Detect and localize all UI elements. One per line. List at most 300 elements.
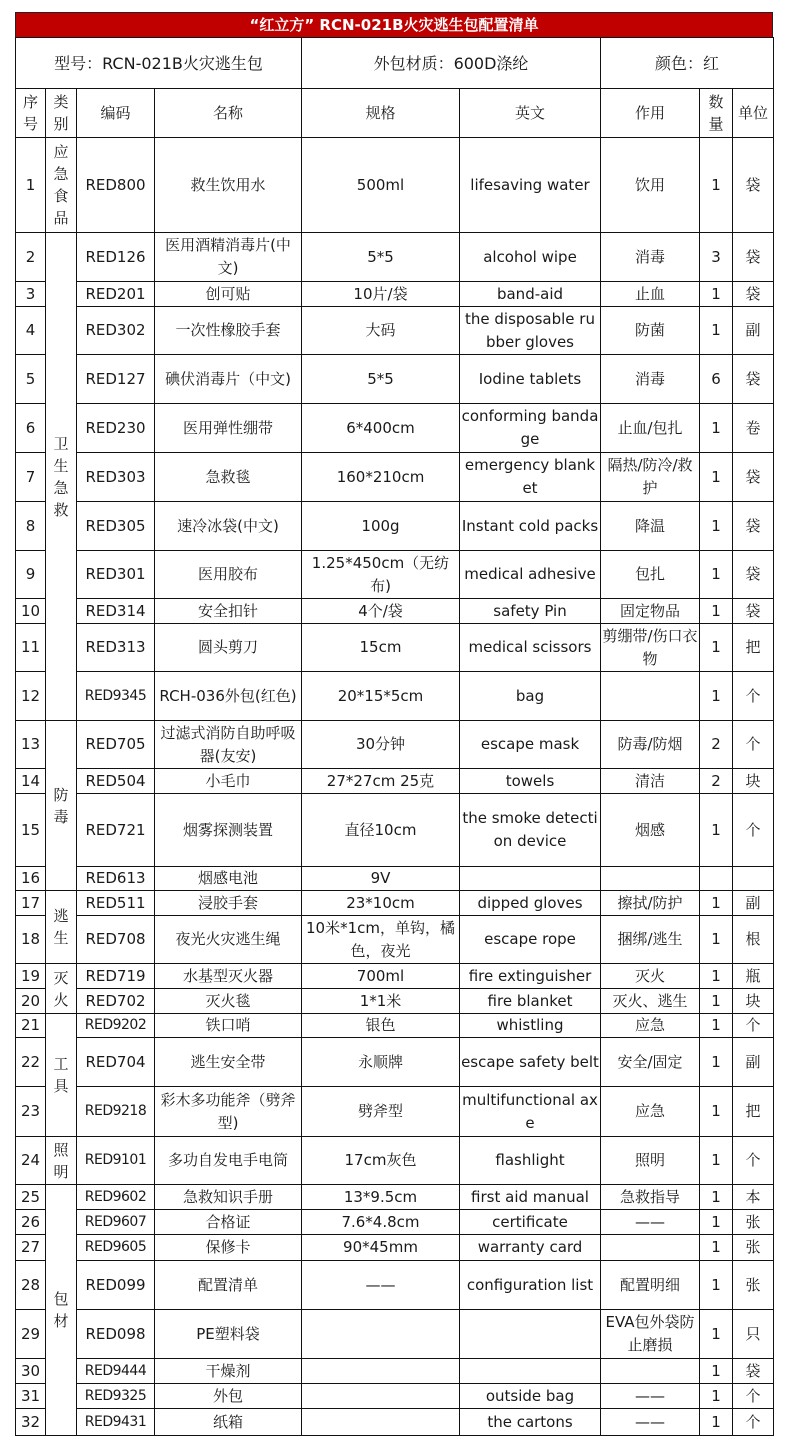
row-27-no-text: 27 (20, 1238, 41, 1256)
table-cell-spec (301, 720, 460, 769)
row-25-code-text: RED9602 (84, 1188, 147, 1205)
row-14-purpose-text: 清洁 (634, 771, 665, 790)
table-cell-code (76, 890, 155, 916)
table-cell-spec (301, 1383, 460, 1409)
row-10-unit-text: 袋 (745, 601, 761, 620)
row-26-purpose-text: —— (635, 1212, 665, 1231)
row-20-code-text: RED702 (85, 991, 146, 1010)
row-4-spec-text: 大码 (365, 321, 396, 339)
row-32-code-text: RED9431 (84, 1413, 147, 1430)
table-cell-spec (301, 866, 460, 891)
row-24-code-text: RED9101 (84, 1152, 147, 1168)
row-index (15, 915, 46, 964)
row-index (15, 354, 46, 404)
table-cell-unit (732, 866, 774, 891)
table-cell-english (459, 671, 601, 721)
table-cell-purpose (600, 281, 700, 307)
row-22-english-text: escape safety belt (461, 1052, 599, 1071)
row-19-name-text: 水基型灭火器 (182, 966, 273, 985)
row-index (15, 1383, 46, 1409)
table-cell-unit (732, 281, 774, 307)
row-26-english-text: certificate (492, 1212, 568, 1231)
row-9-qty-text: 1 (711, 565, 721, 583)
table-cell-code (76, 988, 155, 1014)
row-4-unit-text: 副 (745, 321, 761, 339)
row-24-spec-text: 17cm灰色 (344, 1151, 417, 1169)
row-15-unit-text: 个 (745, 820, 761, 839)
row-9-name-text: 医用胶布 (197, 565, 258, 583)
table-cell-qty (699, 598, 733, 624)
row-29-no-text: 29 (20, 1324, 41, 1343)
header-purpose-text: 作用 (634, 103, 665, 122)
table-cell-unit (732, 1408, 774, 1436)
table-cell-qty (699, 1209, 733, 1235)
row-5-spec-text: 5*5 (367, 369, 394, 388)
row-index (15, 1086, 46, 1137)
table-cell-name (154, 1234, 302, 1261)
row-27-unit-text: 张 (745, 1238, 761, 1256)
row-18-name-text: 夜光火灾逃生绳 (175, 930, 281, 948)
table-cell-purpose (600, 1209, 700, 1235)
row-17-purpose-text: 擦拭/防护 (617, 893, 683, 912)
row-27-name-text: 保修卡 (205, 1238, 251, 1256)
table-cell-spec (301, 1358, 460, 1384)
table-cell-name (154, 1037, 302, 1087)
table-cell-purpose (600, 1184, 700, 1210)
row-23-purpose-text: 应急 (634, 1102, 665, 1120)
table-cell-name (154, 890, 302, 916)
row-28-name-text: 配置清单 (197, 1275, 258, 1294)
table-cell-code (76, 720, 155, 769)
header-code-text: 编码 (100, 103, 131, 122)
table-cell-code (76, 1037, 155, 1087)
row-6-spec-text: 6*400cm (346, 418, 415, 437)
row-7-purpose-text: 隔热/防冷/救护 (607, 456, 693, 497)
row-6-qty-text: 1 (711, 418, 721, 437)
row-27-spec-text: 90*45mm (343, 1238, 418, 1256)
table-cell-spec (301, 501, 460, 551)
table-cell-purpose (600, 720, 700, 769)
header-qty (699, 88, 733, 138)
row-21-no-text: 21 (20, 1016, 41, 1034)
table-cell-purpose (600, 1309, 700, 1359)
row-index (15, 550, 46, 599)
row-8-no-text: 8 (25, 516, 36, 535)
table-cell-unit (732, 768, 774, 794)
row-23-name-text: 彩木多功能斧（劈斧型) (160, 1090, 296, 1132)
table-cell-spec (301, 281, 460, 307)
row-25-qty-text: 1 (711, 1187, 721, 1206)
table-cell-unit (732, 137, 774, 233)
row-29-purpose-text: EVA包外袋防止磨损 (605, 1313, 695, 1354)
row-12-spec-text: 20*15*5cm (337, 686, 424, 705)
table-cell-spec (301, 598, 460, 624)
table-cell-qty (699, 890, 733, 916)
row-25-english-text: first aid manual (471, 1187, 589, 1206)
row-24-qty-text: 1 (711, 1151, 721, 1169)
table-cell-english (459, 1086, 601, 1137)
header-english (459, 88, 601, 138)
row-2-code-text: RED126 (85, 247, 146, 266)
table-cell-code (76, 1260, 155, 1310)
table-cell-unit (732, 1260, 774, 1310)
row-21-name-text: 铁口哨 (205, 1016, 251, 1034)
row-11-code-text: RED313 (85, 638, 146, 656)
header-code (76, 88, 155, 138)
table-cell-english (459, 768, 601, 794)
row-11-no-text: 11 (20, 638, 41, 656)
table-cell-purpose (600, 793, 700, 867)
row-14-english-text: towels (505, 771, 555, 790)
row-6-unit-text: 卷 (745, 418, 761, 437)
row-2-name-text: 医用酒精消毒片(中文) (165, 236, 291, 277)
row-2-english-text: alcohol wipe (483, 247, 577, 266)
table-cell-purpose (600, 137, 700, 233)
row-8-spec-text: 100g (361, 516, 400, 535)
row-30-unit-text: 袋 (745, 1361, 761, 1380)
row-14-unit-text: 块 (745, 771, 761, 790)
row-26-spec-text: 7.6*4.8cm (341, 1212, 420, 1231)
row-21-qty-text: 1 (711, 1016, 721, 1034)
row-15-english-text: the smoke detection device (462, 809, 598, 850)
row-index (15, 1234, 46, 1261)
header-category (45, 88, 77, 138)
table-cell-spec (301, 890, 460, 916)
table-cell-spec (301, 1037, 460, 1087)
category-cell-text: 灭火 (53, 968, 69, 1009)
row-11-spec-text: 15cm (359, 638, 402, 656)
header-category-text: 类别 (53, 93, 69, 133)
table-cell-unit (732, 1184, 774, 1210)
table-cell-qty (699, 501, 733, 551)
row-25-unit-text: 本 (745, 1187, 761, 1206)
table-cell-name (154, 1383, 302, 1409)
table-cell-qty (699, 1234, 733, 1261)
table-cell-english (459, 1209, 601, 1235)
row-8-english-text: Instant cold packs (461, 516, 599, 535)
row-12-no-text: 12 (20, 686, 41, 705)
row-6-purpose-text: 止血/包扎 (617, 418, 683, 437)
table-cell-name (154, 1408, 302, 1436)
row-18-code-text: RED708 (85, 930, 146, 948)
table-cell-code (76, 1013, 155, 1038)
row-13-spec-text: 30分钟 (355, 735, 406, 753)
row-13-purpose-text: 防毒/防烟 (617, 735, 683, 753)
row-16-spec-text: 9V (370, 869, 391, 887)
table-cell-english (459, 793, 601, 867)
table-cell-code (76, 1408, 155, 1436)
table-cell-unit (732, 1309, 774, 1359)
row-13-english-text: escape mask (480, 735, 580, 753)
row-5-qty-text: 6 (711, 369, 721, 388)
row-13-code-text: RED705 (85, 735, 146, 753)
table-cell-unit (732, 598, 774, 624)
row-5-code-text: RED127 (85, 369, 146, 388)
row-25-purpose-text: 急救指导 (619, 1187, 680, 1206)
row-26-unit-text: 张 (745, 1212, 761, 1231)
row-7-unit-text: 袋 (745, 467, 761, 486)
table-cell-purpose (600, 866, 700, 891)
row-2-purpose-text: 消毒 (634, 247, 665, 266)
table-cell-name (154, 793, 302, 867)
header-spec-text: 规格 (365, 103, 396, 122)
row-12-qty-text: 1 (711, 686, 721, 705)
row-32-qty-text: 1 (711, 1412, 721, 1431)
header-spec (301, 88, 460, 138)
table-cell-spec (301, 232, 460, 282)
table-cell-spec (301, 671, 460, 721)
table-cell-english (459, 1309, 601, 1359)
row-19-english-text: fire extinguisher (468, 966, 592, 985)
sheet-title: “红立方” RCN-021B火灾逃生包配置清单 (15, 12, 773, 38)
table-cell-english (459, 452, 601, 502)
row-20-purpose-text: 灭火、逃生 (612, 991, 688, 1010)
table-cell-name (154, 306, 302, 355)
info-model (15, 37, 302, 89)
table-cell-code (76, 915, 155, 964)
table-cell-code (76, 501, 155, 551)
table-cell-purpose (600, 1260, 700, 1310)
row-11-name-text: 圆头剪刀 (197, 638, 258, 656)
row-8-unit-text: 袋 (745, 516, 761, 535)
row-3-name-text: 创可贴 (205, 284, 251, 303)
table-cell-name (154, 232, 302, 282)
row-index (15, 232, 46, 282)
row-15-name-text: 烟雾探测装置 (182, 820, 273, 839)
table-cell-english (459, 1383, 601, 1409)
row-2-spec-text: 5*5 (367, 247, 394, 266)
row-7-no-text: 7 (25, 467, 36, 486)
table-cell-code (76, 1136, 155, 1185)
table-cell-english (459, 281, 601, 307)
row-index (15, 866, 46, 891)
table-cell-unit (732, 403, 774, 453)
table-cell-purpose (600, 963, 700, 989)
category-cell-text: 卫生急救 (53, 434, 69, 519)
row-28-unit-text: 张 (745, 1275, 761, 1294)
row-3-code-text: RED201 (85, 284, 146, 303)
row-index (15, 403, 46, 453)
row-5-purpose-text: 消毒 (634, 369, 665, 388)
row-15-purpose-text: 烟感 (634, 820, 665, 839)
table-cell-code (76, 281, 155, 307)
row-5-name-text: 碘伏消毒片（中文) (165, 369, 291, 388)
table-cell-purpose (600, 1358, 700, 1384)
row-21-purpose-text: 应急 (634, 1016, 665, 1034)
row-7-spec-text: 160*210cm (336, 467, 425, 486)
row-23-spec-text: 劈斧型 (357, 1102, 403, 1120)
row-9-purpose-text: 包扎 (634, 565, 665, 583)
table-cell-name (154, 1013, 302, 1038)
row-28-no-text: 28 (20, 1275, 41, 1294)
row-29-qty-text: 1 (711, 1324, 721, 1343)
row-26-code-text: RED9607 (84, 1213, 147, 1230)
row-24-unit-text: 个 (745, 1151, 761, 1169)
row-10-qty-text: 1 (711, 601, 721, 620)
table-cell-name (154, 1309, 302, 1359)
row-12-name-text: RCH-036外包(红色) (159, 686, 297, 705)
table-cell-qty (699, 1408, 733, 1436)
table-cell-purpose (600, 988, 700, 1014)
row-20-english-text: fire blanket (487, 991, 573, 1010)
table-cell-english (459, 1260, 601, 1310)
row-15-qty-text: 1 (711, 820, 721, 839)
row-3-spec-text: 10片/袋 (353, 284, 408, 303)
row-16-no-text: 16 (20, 869, 41, 887)
table-cell-qty (699, 720, 733, 769)
row-index (15, 281, 46, 307)
row-index (15, 671, 46, 721)
row-index (15, 598, 46, 624)
table-cell-name (154, 550, 302, 599)
row-index (15, 890, 46, 916)
table-cell-name (154, 866, 302, 891)
row-index (15, 1136, 46, 1185)
row-7-code-text: RED303 (85, 467, 146, 486)
table-cell-qty (699, 1309, 733, 1359)
table-cell-spec (301, 1408, 460, 1436)
row-14-name-text: 小毛巾 (205, 771, 251, 790)
row-8-purpose-text: 降温 (634, 516, 665, 535)
row-15-spec-text: 直径10cm (344, 820, 417, 839)
category-cell (45, 963, 77, 1014)
table-cell-qty (699, 1086, 733, 1137)
row-1-english-text: lifesaving water (470, 175, 590, 194)
header-name-text: 名称 (212, 103, 243, 122)
info-material (301, 37, 601, 89)
table-cell-name (154, 671, 302, 721)
row-13-qty-text: 2 (711, 735, 721, 753)
row-18-unit-text: 根 (745, 930, 761, 948)
table-cell-unit (732, 1383, 774, 1409)
row-24-english-text: flashlight (495, 1151, 565, 1169)
table-cell-name (154, 281, 302, 307)
row-26-qty-text: 1 (711, 1212, 721, 1231)
category-cell-text: 逃生 (53, 907, 69, 947)
table-cell-unit (732, 1209, 774, 1235)
table-cell-english (459, 598, 601, 624)
table-cell-spec (301, 403, 460, 453)
table-cell-spec (301, 1086, 460, 1137)
row-14-no-text: 14 (20, 771, 41, 790)
row-19-qty-text: 1 (711, 966, 721, 985)
row-17-name-text: 浸胶手套 (197, 893, 258, 912)
table-cell-spec (301, 1260, 460, 1310)
table-cell-unit (732, 793, 774, 867)
row-17-unit-text: 副 (745, 893, 761, 912)
row-3-unit-text: 袋 (745, 284, 761, 303)
row-26-name-text: 合格证 (205, 1212, 251, 1231)
row-29-name-text: PE塑料袋 (196, 1324, 260, 1343)
table-cell-unit (732, 1037, 774, 1087)
table-cell-name (154, 354, 302, 404)
table-cell-english (459, 963, 601, 989)
table-cell-code (76, 1383, 155, 1409)
info-material-text: 外包材质：600D涤纶 (373, 53, 529, 73)
table-cell-qty (699, 768, 733, 794)
table-cell-english (459, 306, 601, 355)
row-31-purpose-text: —— (635, 1386, 665, 1405)
row-24-no-text: 24 (20, 1151, 41, 1169)
row-32-no-text: 32 (20, 1412, 41, 1431)
table-cell-qty (699, 623, 733, 672)
row-index (15, 768, 46, 794)
table-cell-code (76, 354, 155, 404)
row-28-qty-text: 1 (711, 1275, 721, 1294)
table-cell-code (76, 1309, 155, 1359)
row-11-english-text: medical scissors (468, 638, 592, 656)
row-32-purpose-text: —— (635, 1412, 665, 1431)
row-4-code-text: RED302 (85, 321, 146, 339)
row-index (15, 1260, 46, 1310)
table-cell-spec (301, 1184, 460, 1210)
row-index (15, 137, 46, 233)
table-cell-code (76, 1184, 155, 1210)
table-cell-code (76, 1209, 155, 1235)
row-index (15, 1209, 46, 1235)
row-26-no-text: 26 (20, 1212, 41, 1231)
header-index (15, 88, 46, 138)
row-7-name-text: 急救毯 (205, 467, 251, 486)
row-31-english-text: outside bag (485, 1386, 575, 1405)
row-31-no-text: 31 (20, 1386, 41, 1405)
table-cell-code (76, 963, 155, 989)
row-23-no-text: 23 (20, 1102, 41, 1120)
row-30-code-text: RED9444 (84, 1362, 147, 1379)
row-22-unit-text: 副 (745, 1052, 761, 1071)
table-cell-english (459, 137, 601, 233)
row-29-unit-text: 只 (745, 1324, 761, 1343)
row-22-no-text: 22 (20, 1052, 41, 1071)
row-9-no-text: 9 (25, 565, 36, 583)
row-30-no-text: 30 (20, 1361, 41, 1380)
row-32-name-text: 纸箱 (212, 1412, 243, 1431)
table-cell-qty (699, 963, 733, 989)
row-28-english-text: configuration list (466, 1275, 594, 1294)
row-22-name-text: 逃生安全带 (190, 1052, 266, 1071)
row-7-english-text: emergency blanket (464, 456, 596, 497)
row-30-name-text: 干燥剂 (205, 1361, 251, 1380)
row-index (15, 1184, 46, 1210)
row-10-name-text: 安全扣针 (197, 601, 258, 620)
table-cell-code (76, 403, 155, 453)
row-1-spec-text: 500ml (356, 175, 405, 194)
table-cell-english (459, 354, 601, 404)
row-27-qty-text: 1 (711, 1238, 721, 1256)
category-cell (45, 720, 77, 891)
row-25-name-text: 急救知识手册 (182, 1187, 273, 1206)
row-6-name-text: 医用弹性绷带 (182, 418, 273, 437)
table-cell-name (154, 501, 302, 551)
category-cell (45, 137, 77, 233)
category-cell (45, 890, 77, 964)
table-cell-code (76, 232, 155, 282)
row-28-purpose-text: 配置明细 (619, 1275, 680, 1294)
table-cell-spec (301, 306, 460, 355)
table-cell-qty (699, 1184, 733, 1210)
table-cell-purpose (600, 1136, 700, 1185)
row-23-code-text: RED9218 (84, 1103, 147, 1119)
header-qty-text: 数量 (708, 93, 724, 133)
row-12-code-text: RED9345 (84, 687, 147, 704)
table-cell-english (459, 1013, 601, 1038)
table-cell-spec (301, 354, 460, 404)
table-cell-qty (699, 1136, 733, 1185)
table-cell-spec (301, 988, 460, 1014)
table-cell-english (459, 1037, 601, 1087)
row-15-no-text: 15 (20, 820, 41, 839)
table-cell-qty (699, 306, 733, 355)
